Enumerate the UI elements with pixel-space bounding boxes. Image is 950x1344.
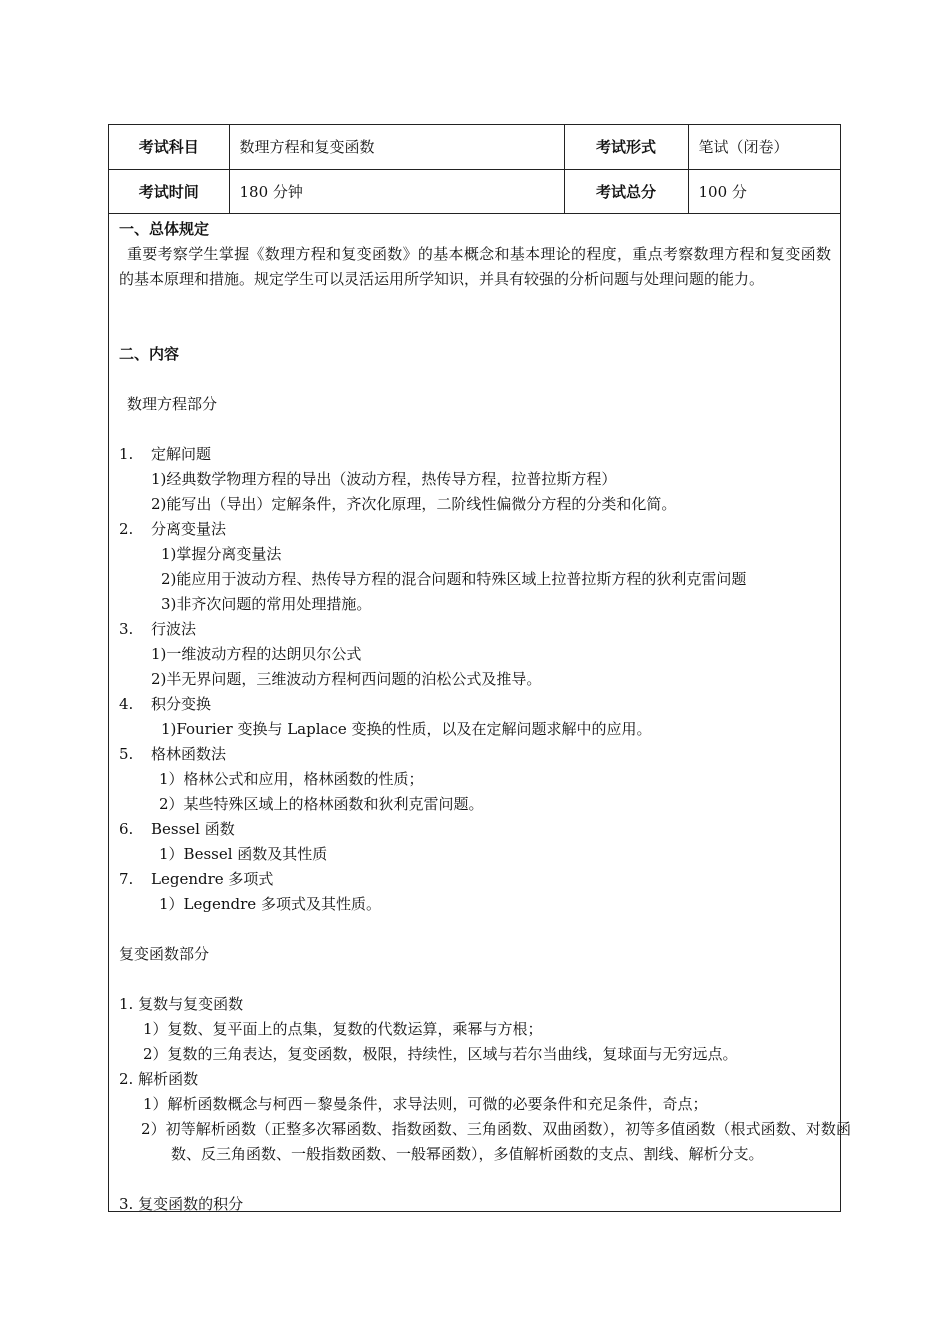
- section-title-general: 一、总体规定: [119, 220, 210, 238]
- topic-number: 1.: [119, 445, 134, 463]
- form-value: 笔试（闭卷）: [688, 125, 840, 169]
- topic-title: Bessel 函数: [151, 820, 235, 838]
- topic-number: 4.: [119, 695, 134, 713]
- topic-title: 格林函数法: [151, 745, 227, 763]
- topic-item: 1)Fourier 变换与 Laplace 变换的性质，以及在定解问题求解中的应用。: [161, 720, 652, 738]
- topic-title: 分离变量法: [151, 520, 227, 538]
- general-paragraph: 重要考察学生掌握《数理方程和复变函数》的基本概念和基本理论的程度，重点考察数理方程和复变函数的基本原理和措施。规定学生可以灵活运用所学知识，并具有较强的分析问题与处理问题的能力。: [119, 245, 831, 288]
- part-title-complex: 复变函数部分: [119, 945, 210, 963]
- topic-item: 1）Legendre 多项式及其性质。: [159, 895, 381, 913]
- part-title-equations: 数理方程部分: [127, 395, 218, 413]
- subject-value: 数理方程和复变函数: [229, 125, 564, 169]
- section-title-content: 二、内容: [119, 345, 180, 363]
- topic-item: 1）复数、复平面上的点集，复数的代数运算，乘幂与方根；: [143, 1020, 543, 1038]
- topic-title: 3. 复变函数的积分: [119, 1195, 244, 1213]
- topic-item: 2)半无界问题，三维波动方程柯西问题的泊松公式及推导。: [151, 670, 542, 688]
- topic-number: 3.: [119, 620, 134, 638]
- topic-number: 6.: [119, 820, 134, 838]
- topic-title: 1. 复数与复变函数: [119, 995, 244, 1013]
- score-label: 考试总分: [564, 169, 688, 213]
- topic-item: 3)非齐次问题的常用处理措施。: [161, 595, 372, 613]
- exam-syllabus-frame: [108, 124, 851, 1213]
- topic-title: 积分变换: [151, 695, 212, 713]
- exam-info-table: [109, 125, 840, 214]
- topic-item: 1）格林公式和应用，格林函数的性质；: [159, 770, 424, 788]
- topic-number: 2.: [119, 520, 134, 538]
- topic-item: 1）解析函数概念与柯西－黎曼条件，求导法则，可微的必要条件和充足条件，奇点；: [143, 1095, 708, 1113]
- time-value: 180 分钟: [229, 169, 564, 213]
- topic-item: 1）Bessel 函数及其性质: [159, 845, 328, 863]
- time-label: 考试时间: [109, 169, 229, 213]
- topic-item: 2）某些特殊区域上的格林函数和狄利克雷问题。: [159, 795, 484, 813]
- topic-item: 1)掌握分离变量法: [161, 545, 282, 563]
- topic-item: 2)能应用于波动方程、热传导方程的混合问题和特殊区域上拉普拉斯方程的狄利克雷问题: [161, 570, 747, 588]
- topic-title: 2. 解析函数: [119, 1070, 199, 1088]
- topic-item-wrapped: [141, 1117, 851, 1167]
- form-label: 考试形式: [564, 125, 688, 169]
- topic-item: 1)经典数学物理方程的导出（波动方程，热传导方程，拉普拉斯方程）: [151, 470, 617, 488]
- topic-title: 定解问题: [151, 445, 212, 463]
- topic-item-text: 2）初等解析函数（正整多次幂函数、指数函数、三角函数、双曲函数），初等多值函数（根式函数、对数函数、反三角函数、一般指数函数、一般幂函数），多值解析函数的支点、割线、解析分支。: [141, 1120, 851, 1163]
- topic-number: 7.: [119, 870, 134, 888]
- topic-title: Legendre 多项式: [151, 870, 274, 888]
- topic-item: 1)一维波动方程的达朗贝尔公式: [151, 645, 362, 663]
- topic-title: 行波法: [151, 620, 197, 638]
- subject-label: 考试科目: [109, 125, 229, 169]
- topic-number: 5.: [119, 745, 134, 763]
- score-value: 100 分: [688, 169, 840, 213]
- topic-item: 2)能写出（导出）定解条件，齐次化原理，二阶线性偏微分方程的分类和化简。: [151, 495, 677, 513]
- topic-item: 2）复数的三角表达，复变函数，极限，持续性，区域与若尔当曲线，复球面与无穷远点。: [143, 1045, 738, 1063]
